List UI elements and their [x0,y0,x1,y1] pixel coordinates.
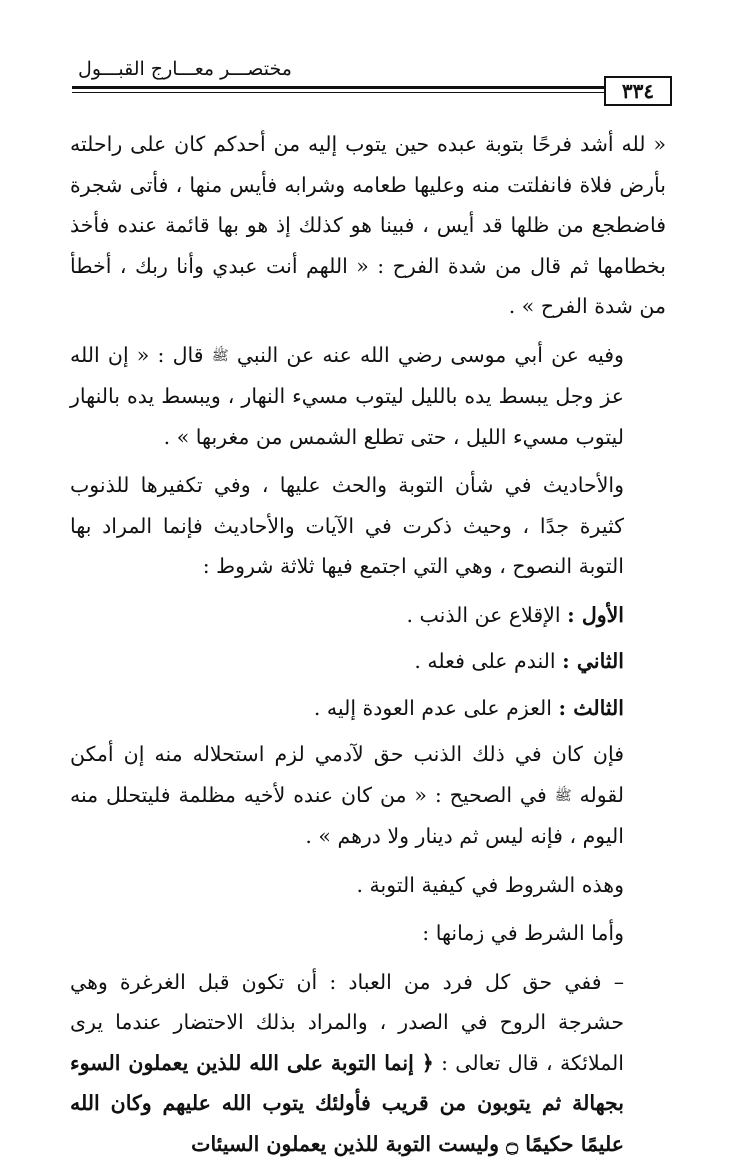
header-rule-thin [72,92,662,93]
paragraph-abu-musa [70,335,666,458]
paragraph-human-rights-end: في الصحيح : « من كان عنده لأخيه مظلمة فليتحلل منه اليوم ، فإنه ليس ثم دينار ولا درهم » . [70,782,624,848]
paragraph-abu-musa-start: وفيه عن أبي موسى رضي الله عنه عن النبي [236,342,624,367]
condition-label: الثالث : [558,695,624,720]
condition-label: الثاني : [562,649,624,673]
paragraph-individual-text: – ففي حق كل فرد من العباد : أن تكون قبل الغرغرة وهي حشرجة الروح في الصدر ، والمراد بذلك الاحتضار عندما يرى الملائكة ، قال تعالى : [70,969,624,1075]
condition-text: الندم على فعله . [414,649,556,673]
body-text [70,124,666,1172]
condition-text: العزم على عدم العودة إليه . [313,695,552,720]
condition-item [70,595,666,636]
condition-item [70,641,666,682]
paragraph-time-condition: وأما الشرط في زمانها : [422,921,624,945]
paragraph-human-rights-start: فإن كان في ذلك الذنب حق لآدمي لزم استحلاله منه إن أمكن لقوله [70,742,624,807]
paragraph-individual-condition [70,962,666,1165]
condition-item [70,688,666,729]
salutation-symbol: ﷺ [554,787,572,804]
paragraph-human-rights [70,734,666,857]
condition-text: الإقلاع عن الذنب . [406,602,561,627]
paragraph-repentance-hadiths: والأحاديث في شأن التوبة والحث عليها ، وفي تكفيرها للذنوب كثيرة جدًا ، وحيث ذكرت في الآيات والأحاديث فإنما المراد بها التوبة النصوح ، وهي التي اجتمع فيها ثلاثة شروط : [70,473,624,578]
salutation-symbol: ﷺ [211,347,229,364]
quran-verse: ﴿ إنما التوبة على الله للذين يعملون السوء بجهالة ثم يتوبون من قريب فأولئك يتوب الله عليهم وكان الله عليمًا حكيمًا ۝ وليست التوبة للذين يعملون السيئات [70,1050,624,1156]
running-header-title: مختصـــر معـــارج القبـــول [78,58,292,80]
paragraph-abu-musa-end: قال : « إن الله عز وجل يبسط يده بالليل ليتوب مسيء النهار ، ويبسط يده بالنهار ليتوب مسيء الليل ، حتى تطلع الشمس من مغربها » . [70,342,624,449]
page-number: ٣٣٤ [604,76,672,106]
condition-label: الأول : [567,602,624,627]
paragraph-conditions-summary: وهذه الشروط في كيفية التوبة . [356,872,624,897]
header-rule-thick [72,86,662,89]
paragraph-hadith-joy: « لله أشد فرحًا بتوبة عبده حين يتوب إليه من أحدكم كان على راحلته بأرض فلاة فانفلتت منه وعليها طعامه وشرابه فأيس منها ، فأتى شجرة فاضطجع من ظلها قد أيس ، فبينا هو كذلك إذ هو بها قائمة عنده فأخذ بخطامها ثم قال من شدة الفرح : « اللهم أنت عبدي وأنا ربك ، أخطأ من شدة الفرح » . [70,132,666,318]
